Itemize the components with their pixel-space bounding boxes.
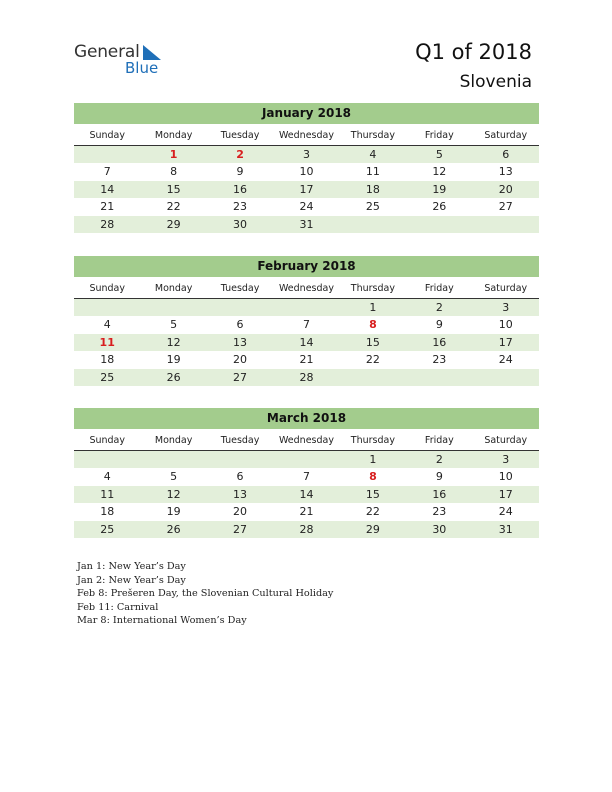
week-row <box>74 181 539 198</box>
date-cell <box>473 216 539 233</box>
weekday-label: Wednesday <box>278 130 334 141</box>
date-cell: 6 <box>236 470 244 484</box>
date-cell: 13 <box>498 165 513 179</box>
date-cell: 25 <box>365 200 380 214</box>
date-cell: 31 <box>299 217 314 231</box>
weekday-label: Tuesday <box>220 283 260 294</box>
week-row <box>74 451 539 468</box>
date-cell: 7 <box>103 165 111 179</box>
date-cell: 26 <box>166 522 181 536</box>
month-title: January 2018 <box>74 103 539 124</box>
week-row <box>74 216 539 233</box>
date-cell: 4 <box>369 148 377 161</box>
date-cell: 23 <box>432 353 447 367</box>
month-january <box>74 103 539 233</box>
date-cell <box>74 146 140 163</box>
weekday-header-row <box>74 281 539 299</box>
week-row <box>74 369 539 386</box>
date-cell: 25 <box>100 522 115 536</box>
date-cell <box>207 451 273 468</box>
date-cell <box>273 299 339 316</box>
date-cell: 16 <box>233 182 248 196</box>
date-cell: 24 <box>498 505 513 519</box>
weekday-label: Wednesday <box>278 283 334 294</box>
weekday-label: Tuesday <box>220 130 260 141</box>
date-cell: 13 <box>233 335 248 349</box>
weekday-label: Monday <box>154 283 193 294</box>
date-cell: 3 <box>302 148 310 161</box>
date-cell: 17 <box>498 335 513 349</box>
week-row <box>74 503 539 520</box>
month-title: February 2018 <box>74 256 539 277</box>
week-row <box>74 316 539 333</box>
holiday-date-cell: 2 <box>236 148 244 161</box>
date-cell: 24 <box>299 200 314 214</box>
date-cell: 23 <box>233 200 248 214</box>
date-cell: 17 <box>498 487 513 501</box>
date-cell: 16 <box>432 335 447 349</box>
weekday-label: Friday <box>424 130 454 141</box>
date-cell: 12 <box>432 165 447 179</box>
date-cell: 22 <box>166 200 181 214</box>
logo-general-text: General <box>74 42 140 62</box>
weekday-header-row <box>74 128 539 146</box>
date-cell: 15 <box>365 335 380 349</box>
date-cell <box>74 451 140 468</box>
date-cell: 2 <box>435 453 443 466</box>
holiday-date-cell: 8 <box>369 470 377 484</box>
date-cell: 4 <box>103 318 111 332</box>
date-cell: 25 <box>100 370 115 384</box>
date-cell <box>473 369 539 386</box>
date-cell: 9 <box>435 318 443 332</box>
date-cell: 18 <box>365 182 380 196</box>
date-cell: 29 <box>166 217 181 231</box>
weekday-label: Thursday <box>350 283 395 294</box>
date-cell: 12 <box>166 487 181 501</box>
date-cell: 22 <box>365 353 380 367</box>
date-cell <box>273 451 339 468</box>
weekday-header-row <box>74 433 539 451</box>
holiday-date-cell: 1 <box>169 148 178 161</box>
date-cell: 13 <box>233 487 248 501</box>
week-row <box>74 351 539 368</box>
month-february <box>74 256 539 386</box>
date-cell: 20 <box>498 182 513 196</box>
date-cell: 27 <box>233 370 248 384</box>
date-cell <box>406 369 472 386</box>
holiday-note: Jan 1: New Year’s Day <box>77 561 186 572</box>
month-title: March 2018 <box>74 408 539 429</box>
weekday-label: Friday <box>424 283 454 294</box>
weekday-label: Monday <box>154 130 193 141</box>
week-row <box>74 146 539 163</box>
date-cell: 21 <box>299 505 314 519</box>
date-cell: 9 <box>236 165 244 179</box>
date-cell: 7 <box>302 470 310 484</box>
date-cell: 26 <box>432 200 447 214</box>
date-cell: 3 <box>502 301 510 314</box>
country-name: Slovenia <box>459 72 532 92</box>
holiday-note: Feb 8: Prešeren Day, the Slovenian Cultural Holiday <box>77 588 334 600</box>
date-cell: 31 <box>498 522 513 536</box>
week-row <box>74 468 539 485</box>
date-cell: 10 <box>498 470 513 484</box>
date-cell: 5 <box>170 318 178 332</box>
holiday-note: Jan 2: New Year’s Day <box>77 574 186 586</box>
date-cell: 10 <box>299 165 314 179</box>
date-cell: 27 <box>233 522 248 536</box>
week-row <box>74 334 539 351</box>
date-cell: 19 <box>166 353 181 367</box>
date-cell: 1 <box>369 301 377 314</box>
date-cell <box>340 369 406 386</box>
date-cell: 12 <box>166 335 181 349</box>
date-cell: 23 <box>432 505 447 519</box>
week-row <box>74 521 539 538</box>
month-march <box>74 408 539 538</box>
holiday-date-cell: 11 <box>99 335 115 349</box>
week-row <box>74 198 539 215</box>
weekday-label: Tuesday <box>220 435 260 446</box>
date-cell: 20 <box>233 505 248 519</box>
date-cell <box>340 216 406 233</box>
date-cell: 15 <box>365 487 380 501</box>
holiday-notes <box>77 560 333 628</box>
date-cell: 26 <box>166 370 181 384</box>
date-cell: 21 <box>100 200 115 214</box>
weekday-label: Saturday <box>484 283 528 294</box>
date-cell: 6 <box>502 148 510 161</box>
weekday-label: Wednesday <box>278 435 334 446</box>
week-row <box>74 163 539 180</box>
date-cell <box>207 299 273 316</box>
weekday-label: Saturday <box>484 435 528 446</box>
week-row <box>74 486 539 503</box>
date-cell <box>406 216 472 233</box>
weekday-label: Sunday <box>89 435 125 446</box>
date-cell: 6 <box>236 318 244 332</box>
date-cell: 9 <box>435 470 443 484</box>
weekday-label: Sunday <box>89 130 125 141</box>
date-cell: 20 <box>233 353 248 367</box>
date-cell: 19 <box>432 182 447 196</box>
date-cell: 5 <box>170 470 178 484</box>
date-cell: 19 <box>166 505 181 519</box>
holiday-date-cell: 8 <box>369 318 377 332</box>
weekday-label: Thursday <box>350 435 395 446</box>
date-cell: 30 <box>432 522 447 536</box>
date-cell: 11 <box>100 487 115 501</box>
weekday-label: Saturday <box>484 130 528 141</box>
date-cell: 1 <box>369 453 377 466</box>
date-cell: 15 <box>166 182 181 196</box>
date-cell: 28 <box>299 370 314 384</box>
date-cell: 11 <box>365 165 380 179</box>
date-cell: 2 <box>435 301 443 314</box>
date-cell: 4 <box>103 470 111 484</box>
holiday-note: Mar 8: International Women’s Day <box>77 615 247 627</box>
date-cell: 22 <box>365 505 380 519</box>
date-cell: 16 <box>432 487 447 501</box>
date-cell: 28 <box>299 522 314 536</box>
weekday-label: Thursday <box>350 130 395 141</box>
date-cell: 7 <box>302 318 310 332</box>
page-title: Q1 of 2018 <box>415 40 532 64</box>
date-cell: 18 <box>100 353 115 367</box>
logo-blue-text: Blue <box>125 59 159 77</box>
weekday-label: Sunday <box>89 283 125 294</box>
date-cell: 8 <box>170 165 178 179</box>
date-cell: 24 <box>498 353 513 367</box>
weekday-label: Friday <box>424 435 454 446</box>
date-cell: 18 <box>100 505 115 519</box>
date-cell: 21 <box>299 353 314 367</box>
date-cell: 30 <box>233 217 248 231</box>
date-cell: 14 <box>100 182 115 196</box>
date-cell <box>140 299 206 316</box>
date-cell: 27 <box>498 200 513 214</box>
date-cell <box>140 451 206 468</box>
date-cell: 28 <box>100 217 115 231</box>
weekday-label: Monday <box>154 435 193 446</box>
date-cell: 14 <box>299 487 314 501</box>
date-cell: 5 <box>435 148 443 161</box>
week-row <box>74 299 539 316</box>
date-cell: 17 <box>299 182 314 196</box>
date-cell: 3 <box>502 453 510 466</box>
date-cell <box>74 299 140 316</box>
date-cell: 14 <box>299 335 314 349</box>
date-cell: 10 <box>498 318 513 332</box>
holiday-note: Feb 11: Carnival <box>77 601 159 613</box>
date-cell: 29 <box>365 522 380 536</box>
generalblue-logo <box>74 42 174 78</box>
